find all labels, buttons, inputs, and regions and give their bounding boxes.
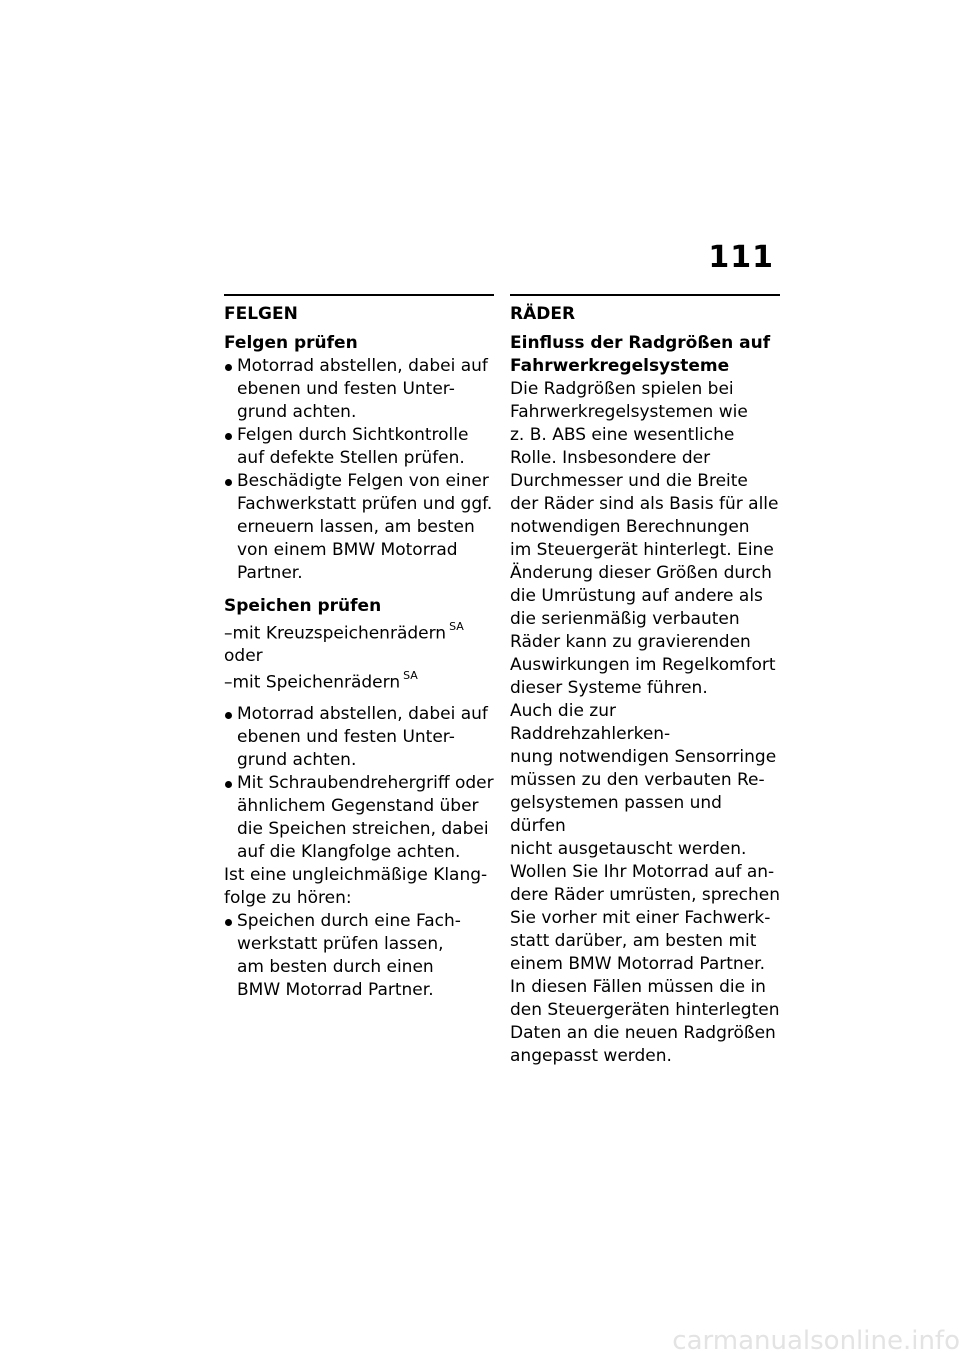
left-column (224, 294, 494, 1002)
watermark: carmanualsonline.info (672, 1326, 960, 1356)
spokes-bullet-list (224, 703, 494, 864)
section-rule (224, 294, 494, 296)
paragraph-2: Auch die zur Raddrehzahlerken- nung notwendigen Sensorringe müssen zu den verbauten Re- gelsystemen passen und dürfen nicht ausgetauscht werden. (510, 701, 777, 859)
heading-wheel-size-influence: Einfluss der Radgrößen auf Fahrwerkregelsysteme (510, 333, 771, 376)
optional-equipment-mark: SA (403, 668, 418, 682)
heading-check-rims: Felgen prüfen (224, 333, 358, 353)
list-item: Beschädigte Felgen von einer Fachwerkstatt prüfen und ggf. erneuern lassen, am besten von einem BMW Motorrad Partner. (224, 470, 494, 585)
spokes-action-list (224, 910, 494, 1002)
list-item: Motorrad abstellen, dabei auf ebenen und festen Unter- grund achten. (224, 355, 494, 424)
section-title-felgen: FELGEN (224, 304, 298, 324)
heading-check-spokes: Speichen prüfen (224, 596, 382, 616)
optional-equipment-mark: SA (449, 620, 464, 633)
paragraph-1: Die Radgrößen spielen bei Fahrwerkregelsystemen wie z. B. ABS eine wesentliche Rolle. Insbesondere der Durchmesser und die Breite der Räder sind als Basis für alle notwendigen Berechnungen im Steuergerät hinterlegt. Eine Änderung dieser Größen durch die Umrüstung auf andere als die serienmäßig verbauten Räder kann zu gravierenden Auswirkungen im Regelkomfort dieser Systeme führen. (510, 379, 779, 698)
bullet-icon (225, 364, 232, 371)
list-item: Speichen durch eine Fach- werkstatt prüfen lassen, am besten durch einen BMW Motorrad Partner. (224, 910, 494, 1002)
bullet-icon (225, 479, 232, 486)
option-cross-spoke: –mit Kreuzspeichenrädern $^{SA}$ (224, 620, 464, 644)
bullet-icon (225, 433, 232, 440)
bullet-icon (225, 712, 232, 719)
right-column (510, 294, 780, 1068)
section-title-raeder: RÄDER (510, 304, 576, 324)
condition-text: Ist eine ungleichmäßige Klang- folge zu hören: (224, 865, 488, 909)
list-item: Mit Schraubendrehergriff oder ähnlichem Gegenstand über die Speichen streichen, dabei auf die Klangfolge achten. (224, 772, 494, 864)
option-or: oder (224, 645, 263, 666)
paragraph-3: Wollen Sie Ihr Motorrad auf an- dere Räder umrüsten, sprechen Sie vorher mit einer Fachwerk- statt darüber, am besten mit einem BMW Motorrad Partner. In diesen Fällen müssen die in den Steuergeräten hinterlegten Daten an die neuen Radgrößen angepasst werden. (510, 862, 780, 1066)
bullet-icon (225, 781, 232, 788)
page-number: 111 (708, 240, 774, 275)
list-item: Felgen durch Sichtkontrolle auf defekte Stellen prüfen. (224, 424, 494, 470)
bullet-icon (225, 919, 232, 926)
option-spoke: –mit Speichenrädern $^{SA}$ (224, 668, 418, 693)
list-item: Motorrad abstellen, dabei auf ebenen und festen Unter- grund achten. (224, 703, 494, 772)
rims-bullet-list (224, 355, 494, 585)
section-rule (510, 294, 780, 296)
